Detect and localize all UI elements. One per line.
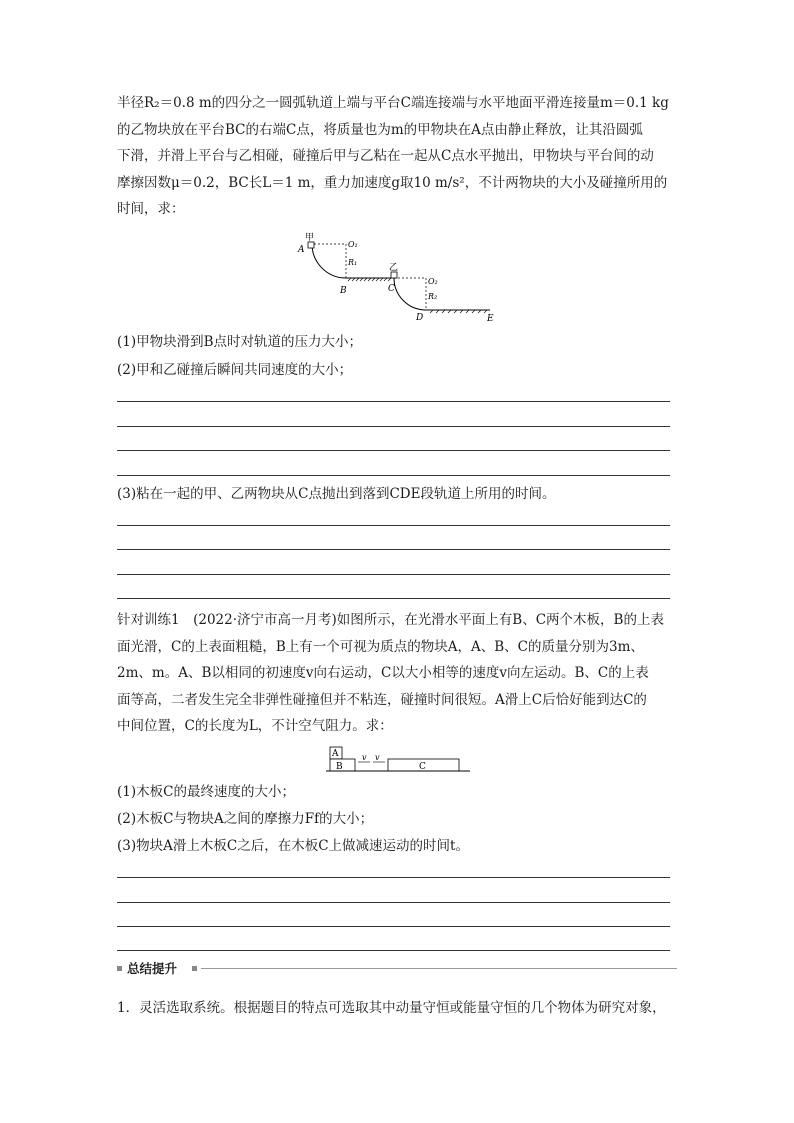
intro-line: 下滑，并滑上平台与乙相碰，碰撞后甲与乙粘在一起从C点水平抛出，甲物块与平台间的动 [117, 148, 654, 164]
answer-line [117, 525, 670, 526]
intro-line: 的乙物块放在平台BC的右端C点，将质量也为m的甲物块在A点由静止释放，让其沿圆弧 [117, 121, 643, 138]
square-bullet-icon [192, 966, 197, 971]
velocity-label-v: v [362, 753, 367, 762]
label-E: E [487, 314, 494, 324]
answer-line [117, 401, 670, 402]
training-line: 面光滑，C的上表面粗糙，B上有一个可视为质点的物块A，A、B、C的质量分别为3m、 [117, 638, 644, 655]
question-3: (3)粘在一起的甲、乙两物块从C点抛出到落到CDE段轨道上所用的时间。 [117, 486, 556, 502]
summary-header [117, 958, 677, 980]
summary-title: 总结提升 [127, 961, 178, 976]
board-label-B: B [336, 762, 343, 772]
answer-line [117, 475, 670, 476]
label-A: A [298, 245, 305, 255]
board-label-A: A [332, 749, 339, 759]
summary-item-1: 1．灵活选取系统。根据题目的特点可选取其中动量守恒或能量守恒的几个物体为研究对象， [117, 1000, 666, 1016]
boards-figure [322, 744, 472, 774]
label-O1: O₁ [348, 240, 358, 249]
answer-line [117, 450, 670, 451]
training-problem [117, 607, 677, 740]
intro-line: 时间，求： [117, 201, 185, 217]
label-R1: R₁ [348, 258, 358, 267]
divider [201, 968, 677, 969]
training-question-1: (1)木板C的最终速度的大小； [117, 784, 295, 800]
answer-line [117, 426, 670, 427]
intro-line: 半径R₂＝0.8 m的四分之一圆弧轨道上端与平台C端连接端与水平地面平滑连接量m＝0.1 kg [117, 95, 669, 111]
training-question-3: (3)物块A滑上木板C之后，在木板C上做减速运动的时间t。 [117, 838, 469, 854]
training-line: 中间位置，C的长度为L，不计空气阻力。求： [117, 718, 393, 734]
answer-line [117, 877, 670, 878]
problem-intro [117, 90, 677, 223]
square-bullet-icon [117, 966, 122, 971]
training-line: 2m、m。A、B以相同的初速度v向右运动，C以大小相等的速度v向左运动。B、C的上表 [117, 665, 649, 681]
answer-line [117, 902, 670, 903]
label-jia: 甲 [305, 233, 315, 243]
answer-line [117, 950, 670, 951]
question-1: (1)甲物块滑到B点时对轨道的压力大小； [117, 334, 363, 350]
label-O2: O₂ [428, 277, 438, 286]
answer-line [117, 598, 670, 599]
question-2: (2)甲和乙碰撞后瞬间共同速度的大小； [117, 362, 353, 378]
answer-line [117, 549, 670, 550]
label-yi: 乙 [389, 263, 399, 273]
label-B: B [340, 286, 347, 296]
training-line: 针对训练1 (2022·济宁市高一月考)如图所示，在光滑水平面上有B、C两个木板，B的上表 [117, 612, 664, 628]
label-D: D [416, 313, 424, 323]
label-C: C [388, 284, 395, 294]
label-R2: R₂ [428, 292, 438, 301]
training-line: 面等高，二者发生完全非弹性碰撞但并不粘连，碰撞时间很短。A滑上C后恰好能到达C的 [117, 691, 647, 708]
intro-line: 摩擦因数μ＝0.2，BC长L＝1 m，重力加速度g取10 m/s²，不计两物块的大小及碰撞所用的 [117, 174, 668, 191]
answer-line [117, 574, 670, 575]
velocity-label-v: v [375, 753, 380, 762]
training-question-2: (2)木板C与物块A之间的摩擦力Ff的大小； [117, 811, 374, 827]
answer-line [117, 926, 670, 927]
board-label-C: C [419, 762, 426, 772]
track-figure [290, 232, 505, 324]
